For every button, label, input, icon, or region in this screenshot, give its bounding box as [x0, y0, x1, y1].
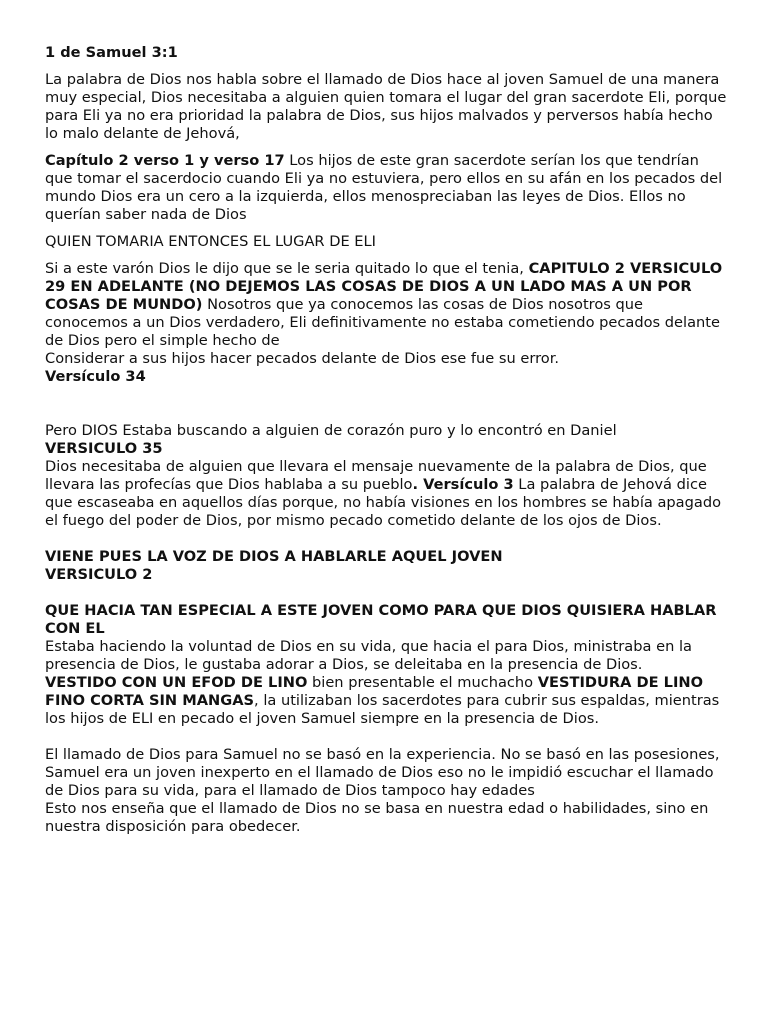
verse-reference: . Versículo 3	[412, 476, 514, 493]
emphasis-text: VESTIDURA DE LINO FINO CORTA SIN MANGAS	[45, 674, 703, 709]
paragraph-intro: La palabra de Dios nos habla sobre el llamado de Dios hace al joven Samuel de una manera muy especial, Dios necesitaba a alguien quien tomara el lugar del gran sacerdote Eli, porque para Eli ya no era prioridad la palabra de Dios, sus hijos malvados y perversos había hecho lo malo delante de Jehová,	[45, 71, 727, 142]
paragraph-text: Esto nos enseña que el llamado de Dios no se basa en nuestra edad o habilidades, sino en nuestra disposición para obedecer.	[45, 800, 709, 835]
paragraph-prophecy	[45, 458, 729, 530]
paragraph-line: Considerar a sus hijos hacer pecados delante de Dios ese fue su error.	[45, 350, 560, 367]
paragraph-text: El llamado de Dios para Samuel no se basó en la experiencia. No se basó en las posesiones,	[45, 746, 720, 763]
section-heading: QUE HACIA TAN ESPECIAL A ESTE JOVEN COMO PARA QUE DIOS QUISIERA HABLAR CON EL	[45, 602, 717, 637]
question-heading: QUIEN TOMARIA ENTONCES EL LUGAR DE ELI	[45, 233, 376, 250]
verse-reference: VERSICULO 2	[45, 566, 153, 583]
paragraph-text: bien presentable el muchacho	[307, 674, 538, 691]
paragraph-text: Dios necesitaba de alguien que llevara el mensaje nuevamente de la palabra de Dios, que llevara las profecías que Dios hablaba a su pueblo	[45, 458, 707, 493]
paragraph-eli	[45, 260, 729, 350]
verse-reference: VERSICULO 35	[45, 440, 163, 457]
paragraph-text: Los hijos de este gran sacerdote serían los que tendrían que tomar el sacerdocio cuando Eli ya no estuviera, pero ellos en su afán en los pecados del mundo Dios era un cero a la izquierda, ellos menospreciaban las leyes de Dios. Ellos no querían saber nada de Dios	[45, 152, 723, 223]
paragraph-text: Si a este varón Dios le dijo que se le seria quitado lo que el tenia,	[45, 260, 529, 277]
paragraph-efod	[45, 674, 729, 728]
paragraph-chapter-2	[45, 152, 729, 224]
paragraph-text: Estaba haciendo la voluntad de Dios en su vida, que hacia el para Dios, ministraba en la presencia de Dios, le gustaba adorar a Dios, se deleitaba en la presencia de Dios.	[45, 638, 692, 673]
document-page	[45, 44, 729, 836]
paragraph-text: La palabra de Jehová dice que escaseaba en aquellos días porque, no había visiones en los hombres se había apagado el fuego del poder de Dios, por mismo pecado cometido delante de los ojos de Dios.	[45, 476, 722, 529]
paragraph-text: , la utilizaban los sacerdotes para cubrir sus espaldas, mientras los hijos de ELI en pecado el joven Samuel siempre en la presencia de Dios.	[45, 692, 720, 727]
emphasis-text: VESTIDO CON UN EFOD DE LINO	[45, 674, 308, 691]
chapter-reference: Capítulo 2 verso 1 y verso 17	[45, 152, 285, 169]
chapter-reference: CAPITULO 2 VERSICULO 29 EN ADELANTE (NO DEJEMOS LAS COSAS DE DIOS A UN LADO MAS A UN POR COSAS DE MUNDO)	[45, 260, 723, 313]
verse-reference: Versículo 34	[45, 368, 146, 385]
paragraph-text: Pero DIOS Estaba buscando a alguien de corazón puro y lo encontró en Daniel	[45, 422, 617, 439]
document-title: 1 de Samuel 3:1	[45, 44, 178, 61]
paragraph-text: Nosotros que ya conocemos las cosas de Dios nosotros que conocemos a un Dios verdadero, Eli definitivamente no estaba cometiendo pecados delante de Dios pero el simple hecho de	[45, 296, 720, 349]
paragraph-text: Samuel era un joven inexperto en el llamado de Dios eso no le impidió escuchar el llamado de Dios para su vida, para el llamado de Dios tampoco hay edades	[45, 764, 714, 799]
section-heading: VIENE PUES LA VOZ DE DIOS A HABLARLE AQUEL JOVEN	[45, 548, 503, 565]
